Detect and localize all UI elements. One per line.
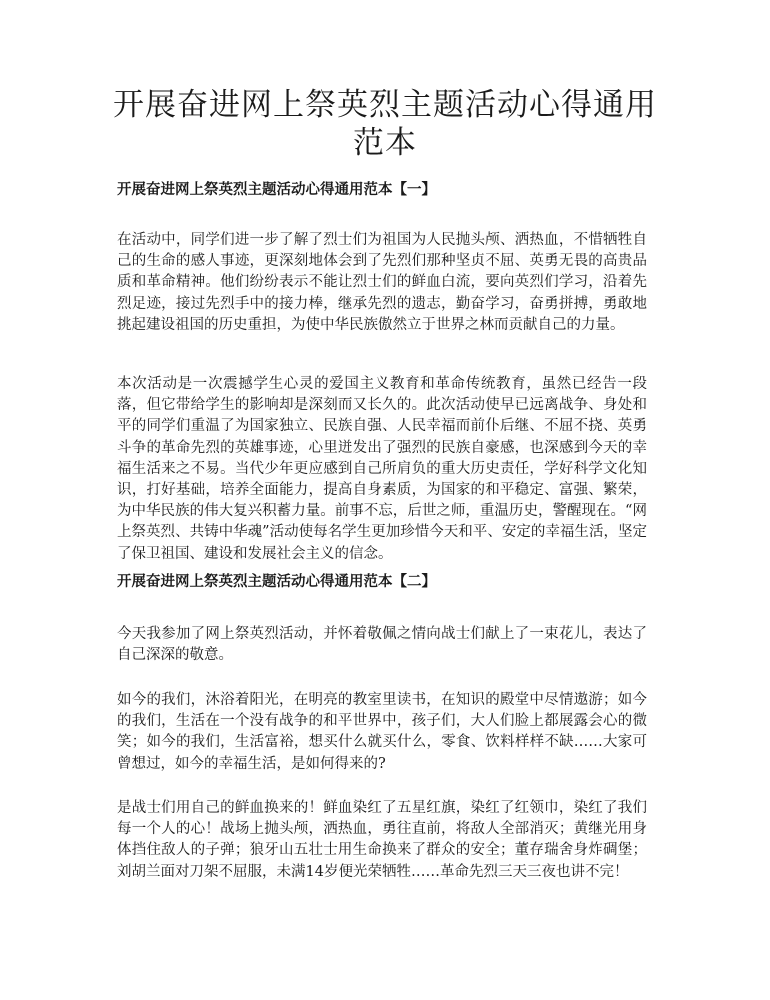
section-2-paragraph-1: 今天我参加了网上祭英烈活动，并怀着敬佩之情向战士们献上了一束花儿，表达了自己深深的敬意。 <box>117 626 647 664</box>
section-2-paragraph-2: 如今的我们，沐浴着阳光，在明亮的教室里读书，在知识的殿堂中尽情遨游；如今的我们，生活在一个没有战争的和平世界中，孩子们，大人们脸上都展露会心的微笑；如今的我们，生活富裕，想买什么就买什么，零食、饮料样样不缺……大家可曾想过，如今的幸福生活，是如何得来的? <box>117 692 647 772</box>
section-heading-2: 开展奋进网上祭英烈主题活动心得通用范本【二】 <box>117 573 436 590</box>
section-1-paragraph-1: 在活动中，同学们进一步了解了烈士们为祖国为人民抛头颅、洒热血，不惜牺牲自己的生命的感人事迹，更深刻地体会到了先烈们那种坚贞不屈、英勇无畏的高贵品质和革命精神。他们纷纷表示不能让烈士们的鲜血白流，要向英烈们学习，沿着先烈足迹，接过先烈手中的接力棒，继承先烈的遗志，勤奋学习，奋勇拼搏，勇敢地挑起建设祖国的历史重担，为使中华民族傲然立于世界之林而贡献自己的力量。 <box>117 232 647 333</box>
section-1-paragraph-2: 本次活动是一次震撼学生心灵的爱国主义教育和革命传统教育，虽然已经告一段落，但它带给学生的影响却是深刻而又长久的。此次活动使早已远离战争、身处和平的同学们重温了为国家独立、民族自强、人民幸福而前仆后继、不屈不挠、英勇斗争的革命先烈的英雄事迹，心里迸发出了强烈的民族自豪感，也深感到今天的幸福生活来之不易。当代少年更应感到自己所肩负的重大历史责任，学好科学文化知识，打好基础，培养全面能力，提高自身素质，为国家的和平稳定、富强、繁荣，为中华民族的伟大复兴积蓄力量。前事不忘，后世之师，重温历史，警醒现在。“网上祭英烈、共铸中华魂”活动使每名学生更加珍惜今天和平、安定的幸福生活，坚定了保卫祖国、建设和发展社会主义的信念。 <box>117 376 647 562</box>
document-title: 开展奋进网上祭英烈主题活动心得通用范本 <box>113 87 657 161</box>
section-2-paragraph-3: 是战士们用自己的鲜血换来的！鲜血染红了五星红旗，染红了红领巾，染红了我们每一个人的心！战场上抛头颅，洒热血，勇往直前，将敌人全部消灭；黄继光用身体挡住敌人的子弹；狼牙山五壮士用生命换来了群众的安全；董存瑞舍身炸碉堡；刘胡兰面对刀架不屈服，未满14岁便光荣牺牲……革命先烈三天三夜也讲不完！ <box>117 800 647 880</box>
section-heading-1: 开展奋进网上祭英烈主题活动心得通用范本【一】 <box>117 181 436 198</box>
